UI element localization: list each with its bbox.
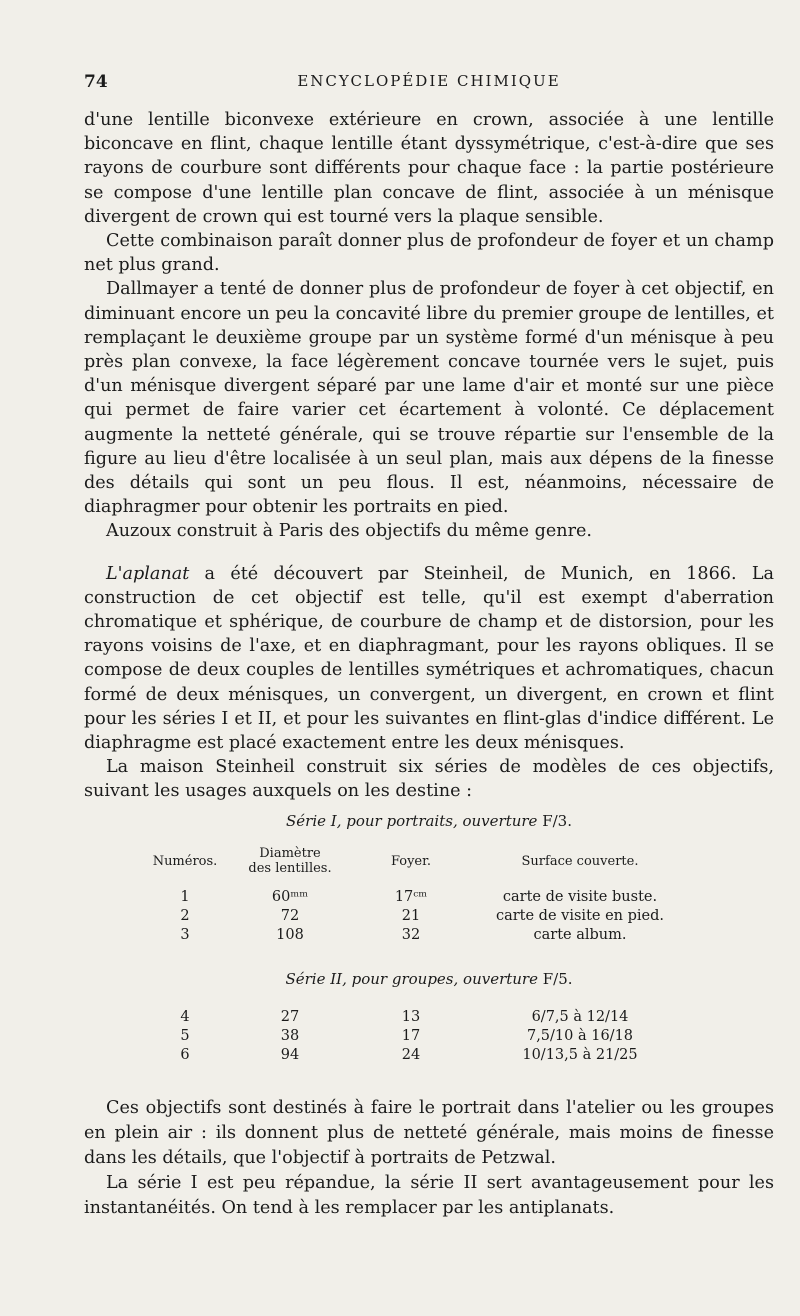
paragraph-lens-description: d'une lentille biconvexe extérieure en crown, associée à une lentille biconcave en flint, chaque lentille étant dyssymétrique, c'est-à-dire que ses rayons de courbure sont différents pour chaque face : la partie postérieure se compose d'une lentille plan concave de flint, associée à un ménisque divergent de crown qui est tourné vers la plaque sensible. [84, 110, 774, 227]
page-number: 74 [84, 72, 108, 92]
table-row: 4 27 13 6/7,5 à 12/14 [180, 1009, 629, 1025]
header-diametre: Diamètre des lentilles. [248, 846, 332, 876]
header-surface: Surface couverte. [521, 854, 639, 869]
paragraph-usage: Ces objectifs sont destinés à faire le portrait dans l'atelier ou les groupes en plein air : ils donnent plus de netteté générale, mais moins de finesse dans les détails, que l'objectif à portraits de Petzwal. [84, 1098, 774, 1168]
table-row: 1 60ᵐᵐ 17ᶜᵐ carte de visite buste. [180, 889, 658, 905]
series-2-title: Série II, pour groupes, ouverture F/5. [285, 970, 573, 988]
table-row: 3 108 32 carte album. [180, 927, 627, 943]
series-2-table [142, 1008, 690, 1065]
header-foyer: Foyer. [390, 854, 432, 869]
body-text [84, 108, 774, 804]
paragraph-series-note: La série I est peu répandue, la série II sert avantageusement pour les instantanéités. On tend à les remplacer par les antiplanats. [84, 1173, 774, 1218]
header-numeros: Numéros. [152, 854, 218, 869]
closing-text [84, 1096, 774, 1221]
table-row: 2 72 21 carte de visite en pied. [180, 908, 665, 924]
series-1-title: Série I, pour portraits, ouverture F/3. [286, 812, 572, 830]
table-header-row [142, 846, 690, 876]
paragraph-dallmayer: Dallmayer a tenté de donner plus de profondeur de foyer à cet objectif, en diminuant encore un peu la concavité libre du premier groupe de lentilles, et remplaçant le deuxième groupe par un système formé d'un ménisque à peu près plan convexe, la face légèrement concave tournée vers le sujet, puis d'un ménisque divergent séparé par une lame d'air et monté sur une pièce qui permet de faire varier cet écartement à volonté. Ce déplacement augmente la netteté générale, qui se trouve répartie sur l'ensemble de la figure au lieu d'être localisée à un seul plan, mais aux dépens de la finesse des détails qui sont un peu flous. Il est, néanmoins, nécessaire de diaphragmer pour obtenir les portraits en pied. [84, 279, 774, 518]
page-header [84, 72, 774, 98]
paragraph-steinheil: La maison Steinheil construit six séries de modèles de ces objectifs, suivant les usages auxquels on les destine : [84, 757, 774, 802]
series-1-table [142, 846, 690, 945]
table-row: 5 38 17 7,5/10 à 16/18 [180, 1028, 634, 1044]
paragraph-auzoux: Auzoux construit à Paris des objectifs du même genre. [106, 521, 593, 542]
running-title: ENCYCLOPÉDIE CHIMIQUE [297, 72, 561, 90]
aplanat-text: a été découvert par Steinheil, de Munich, en 1866. La construction de cet objectif est telle, qu'il est exempt d'aberration chromatique et sphérique, de courbure de champ et de distorsion, pour les rayons voisins de l'axe, et en diaphragmant, pour les rayons obliques. Il se compose de deux couples de lentilles symétriques et achromatiques, chacun formé de deux ménisques, un convergent, un divergent, en crown et flint pour les séries I et II, et pour les suivantes en flint-glas d'indice différent. Le diaphragme est placé exactement entre les deux ménisques. [84, 563, 774, 754]
aplanat-term: L'aplanat [106, 563, 190, 584]
paragraph-aplanat [84, 562, 774, 756]
paragraph-combination: Cette combinaison paraît donner plus de profondeur de foyer et un champ net plus grand. [84, 231, 774, 276]
table-row: 6 94 24 10/13,5 à 21/25 [180, 1047, 638, 1063]
